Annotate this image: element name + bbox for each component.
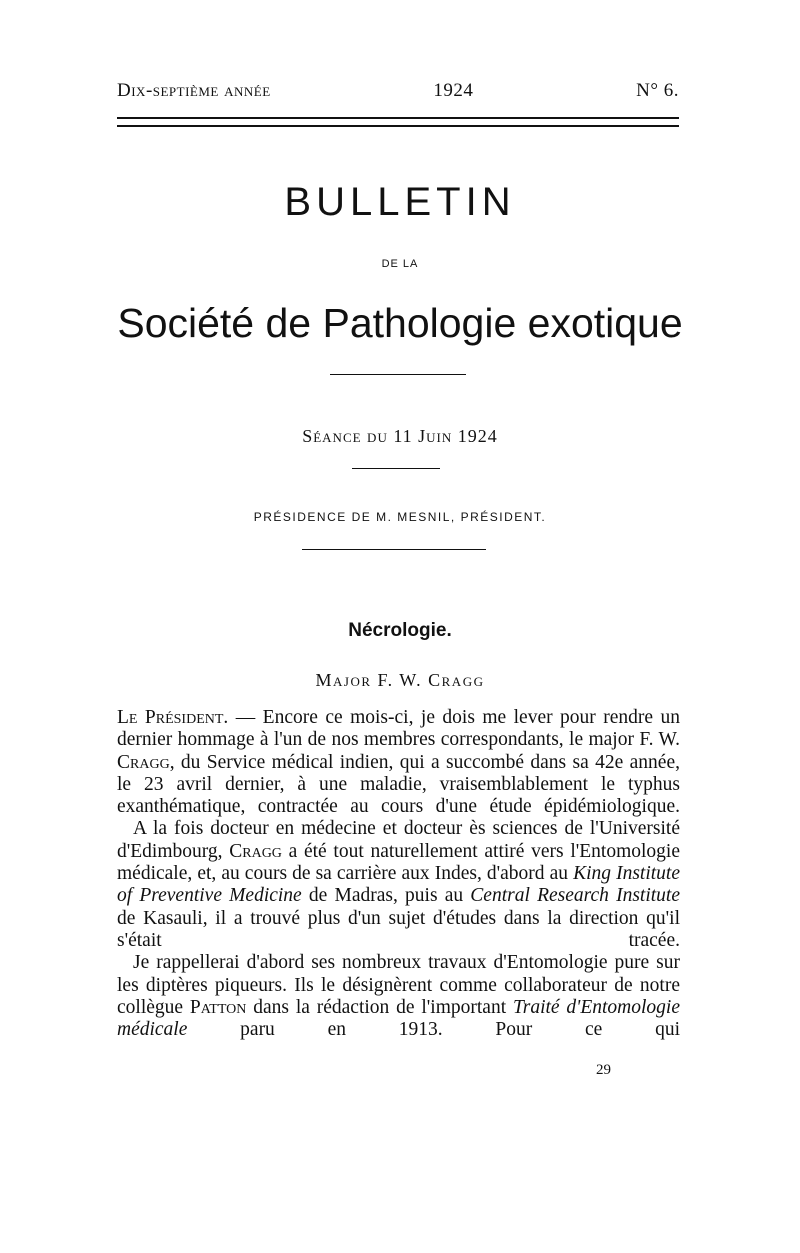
speaker-name: Le Président. [117, 707, 229, 728]
article-body [117, 707, 680, 1041]
institution-name: Central Research Institute [470, 885, 680, 907]
presidency-line: PRÉSIDENCE DE M. MESNIL, PRÉSIDENT. [253, 510, 547, 524]
person-name: Cragg [117, 751, 170, 773]
title-rule [330, 374, 466, 375]
person-name: Cragg [229, 840, 282, 862]
header-year: 1924 [433, 80, 474, 101]
person-name: Patton [189, 996, 247, 1018]
paragraph: A la fois docteur en médecine et docteur ès sciences de l'Université d'Edimbourg, Cragg a été tout naturellement attiré vers l'Entomologie médicale, et, au cours de sa carrière aux Indes, d'abord au King Institute of Preventive Medicine de Madras, puis au Central Research Institute de Kasauli, il a trouvé plus d'un sujet d'études dans la direction qu'il s'était tracée. [117, 818, 680, 951]
header-double-rule [117, 117, 679, 127]
page-number: 29 [596, 1062, 611, 1078]
institution-name: King Institute of Preventive Medicine [117, 863, 680, 907]
book-title: Traité d'Entomologie médicale [117, 996, 680, 1041]
journal-title-connector: DE LA [381, 258, 419, 270]
running-header [117, 80, 679, 102]
presidency-rule [302, 549, 486, 550]
journal-title: BULLETIN [284, 180, 516, 224]
obituary-subject: Major F. W. Cragg [315, 670, 485, 690]
paragraph: Je rappellerai d'abord ses nombreux travaux d'Entomologie pure sur les diptères piqueurs. Ils le désignèrent comme collaborateur de notre collègue Patton dans la rédaction de l'important Traité d'Entomologie médicale paru en 1913. Pour ce qui [117, 952, 680, 1041]
paragraph: Le Président. — Encore ce mois-ci, je dois me lever pour rendre un dernier hommage à l'un de nos membres correspondants, le major F. W. Cragg, du Service médical indien, qui a succombé dans sa 42e année, le 23 avril dernier, à une maladie, vraisemblablement le typhus exanthématique, contractée au cours d'une étude épidémiologique. [117, 707, 680, 818]
section-heading: Nécrologie. [348, 620, 452, 641]
society-name: Société de Pathologie exotique [117, 300, 683, 346]
session-rule [352, 468, 440, 469]
header-year-label: Dix-septième année [117, 80, 271, 101]
session-date: Séance du 11 Juin 1924 [302, 426, 498, 446]
header-issue-number: N° 6. [636, 80, 679, 101]
